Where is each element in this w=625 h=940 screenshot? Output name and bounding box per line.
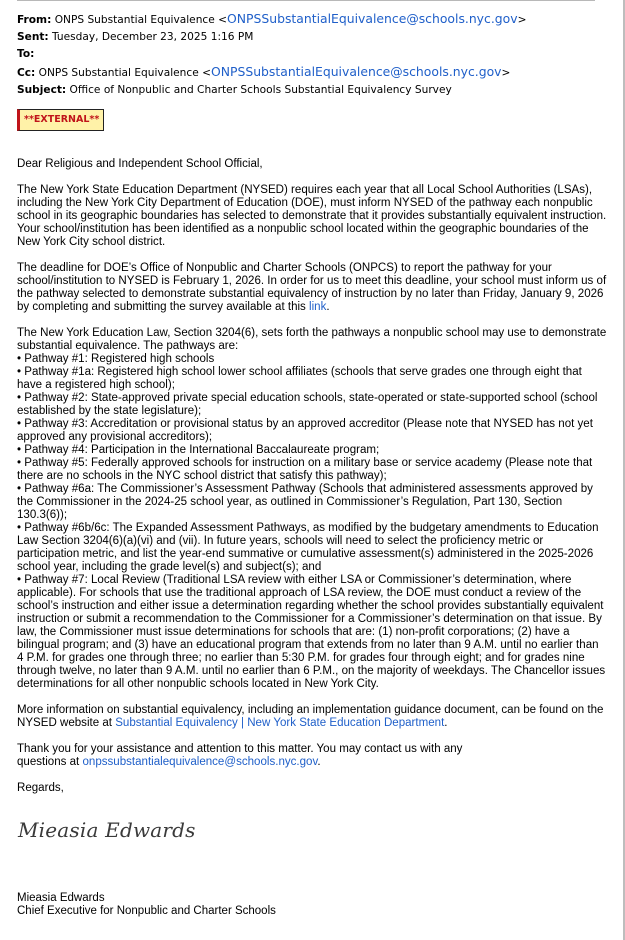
subject-row — [17, 82, 607, 99]
deadline-end: . — [326, 301, 330, 313]
deadline-text: The deadline for DOE’s Office of Nonpublic and Charter Schools (ONPCS) to report the pathway for your school/institution to NYSED is February 1, 2026. In order for us to meet this deadline, your school must inform us of the pathway selected to demonstrate substantial equivalency of instruction by no later than Friday, January 9, 2026 by completing and submitting the survey available at this — [17, 262, 607, 313]
signer-title: Chief Executive for Nonpublic and Charter Schools — [17, 905, 276, 917]
nysed-link[interactable]: Substantial Equivalency | New York State Education Department — [115, 717, 445, 729]
cc-label: Cc: — [17, 67, 36, 79]
external-badge-wrap — [17, 109, 104, 131]
paragraph-thanks — [17, 743, 607, 769]
contact-email-link[interactable]: onpssubstantialequivalence@schools.nyc.gov — [82, 756, 318, 768]
external-badge: **EXTERNAL** — [17, 109, 104, 131]
email-body — [17, 158, 607, 808]
email-header — [17, 10, 607, 99]
from-email-link[interactable]: ONPSSubstantialEquivalence@schools.nyc.gov — [227, 11, 518, 26]
pathway-item: • Pathway #7: Local Review (Traditional LSA review with either LSA or Commissioner’s determination, where applicable). For schools that use the traditional approach of LSA review, the DOE must conduct a review of the school’s instruction and either issue a determination regarding whether the school provides substantially equivalent instruction or submit a recommendation to the Commissioner for a Commissioner’s determination on that issue. By law, the Commissioner must issue determinations for schools that are: (1) non-profit corporations; (2) have a bilingual program; and (3) have an educational program that extends from no later than 9 A.M. until no earlier than 4 P.M. for grades one through three; no earlier than 5:30 P.M. for grades four through eight; and for grades nine through twelve, no later than 9 A.M. until no earlier than 6 P.M., on the majority of weekdays. The Chancellor issues determinations for all other nonpublic schools located in New York City. — [17, 574, 606, 690]
pathway-item: • Pathway #1a: Registered high school lower school affiliates (schools that serve grades one through eight that have a registered high school); — [17, 366, 582, 391]
sent-value: Tuesday, December 23, 2025 1:16 PM — [52, 31, 254, 43]
closing: Regards, — [17, 782, 64, 794]
signer-name: Mieasia Edwards — [17, 892, 105, 904]
pathways-section — [17, 327, 607, 691]
more-info-end: . — [444, 717, 448, 729]
thanks-end: . — [317, 756, 321, 768]
cc-email-link[interactable]: ONPSSubstantialEquivalence@schools.nyc.gov — [210, 64, 502, 79]
paragraph-intro: The New York State Education Department (NYSED) requires each year that all Local School Authorities (LSAs), including the New York City Department of Education (DOE), must inform NYSED of the pathway each nonpublic school in its geographic boundaries has selected to demonstrate that it provides substantially equivalent instruction. Your school/institution has been identified as a nonpublic school located within the geographic boundaries of the New York City school district. — [17, 184, 607, 248]
sent-label: Sent: — [17, 31, 49, 43]
sent-row — [17, 29, 607, 46]
more-info-text: More information on substantial equivalency, including an implementation guidance document, can be found on the NYSED website at — [17, 704, 604, 729]
signer-block — [17, 892, 276, 918]
from-label: From: — [17, 14, 52, 26]
thanks-line2: questions at — [17, 756, 83, 768]
from-row — [17, 10, 607, 29]
handwritten-signature: Mieasia Edwards — [18, 818, 196, 842]
to-row — [17, 46, 607, 63]
paragraph-deadline — [17, 262, 607, 314]
pathway-item: • Pathway #2: State-approved private special education schools, state-operated or state-supported school (school established by the state legislature); — [17, 392, 598, 417]
from-close: > — [517, 14, 527, 26]
cc-row — [17, 63, 607, 82]
subject-label: Subject: — [17, 84, 67, 96]
pathway-item: • Pathway #6b/6c: The Expanded Assessment Pathways, as modified by the budgetary amendments to Education Law Section 3204(6)(a)(vi) and (vii). In future years, schools will need to select the proficiency metric or participation metric, and list the year-end summative or cumulative assessment(s) administered in the 2025-2026 school year, including the grade level(s) and subject(s); and — [17, 522, 599, 573]
top-divider — [17, 0, 595, 1]
paragraph-more-info — [17, 704, 607, 730]
cc-name: ONPS Substantial Equivalence < — [38, 67, 211, 79]
pathway-item: • Pathway #1: Registered high schools — [17, 353, 215, 365]
survey-link[interactable]: link — [309, 301, 327, 313]
thanks-line1: Thank you for your assistance and attention to this matter. You may contact us with any — [17, 743, 463, 755]
subject-value: Office of Nonpublic and Charter Schools Substantial Equivalency Survey — [69, 84, 452, 96]
pathway-item: • Pathway #6a: The Commissioner’s Assessment Pathway (Schools that administered assessments approved by the Commissioner in the 2024-25 school year, as outlined in Commissioner’s Regulation, Part 130, Section 130.3(6)); — [17, 483, 593, 521]
pathway-item: • Pathway #5: Federally approved schools for instruction on a military base or service academy (Please note that there are no schools in the NYC school district that satisfy this pathway); — [17, 457, 593, 482]
from-name: ONPS Substantial Equivalence < — [54, 14, 228, 26]
pathways-intro: The New York Education Law, Section 3204(6), sets forth the pathways a nonpublic school may use to demonstrate substantial equivalence. The pathways are: — [17, 327, 607, 352]
cc-close: > — [501, 67, 511, 79]
pathway-item: • Pathway #3: Accreditation or provisional status by an approved accreditor (Please note that NYSED has not yet approved any provisional accreditors); — [17, 418, 593, 443]
greeting: Dear Religious and Independent School Official, — [17, 158, 263, 170]
pathway-item: • Pathway #4: Participation in the International Baccalaureate program; — [17, 444, 380, 456]
to-label: To: — [17, 48, 35, 60]
